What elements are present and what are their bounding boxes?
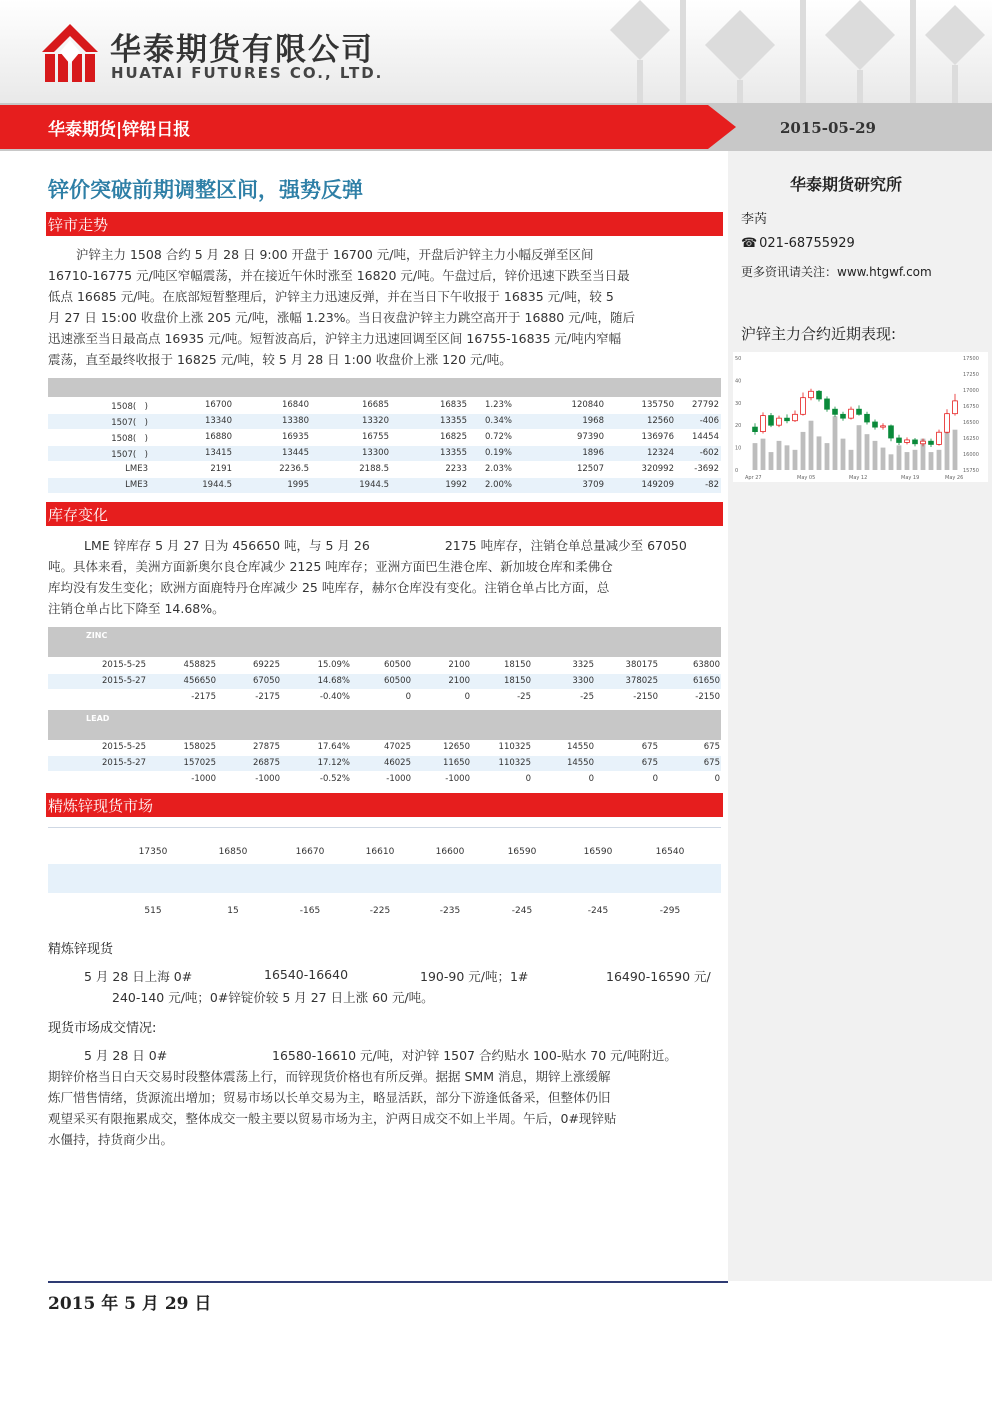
para-line: 迅速涨至当日最高点 16935 元/吨。短暂波高后，沪锌主力迅速回调至区间 16755-16835 元/吨内窄幅	[48, 331, 622, 346]
table-cell: 456650	[183, 676, 216, 686]
table-cell: 1944.5	[202, 480, 232, 490]
table-cell: 2191	[210, 464, 232, 474]
table-cell: 378025	[625, 676, 658, 686]
volume-bar	[785, 445, 790, 470]
table-cell: 0.34%	[484, 416, 512, 426]
table-cell: 14550	[566, 758, 594, 768]
table-cell: 1508( )	[111, 434, 148, 444]
table-cell: 1944.5	[359, 480, 389, 490]
report-title: 华泰期货|锌铅日报	[48, 120, 191, 140]
deals-line1-a: 5 月 28 日 0#	[84, 1048, 168, 1063]
table-cell: -2150	[633, 692, 658, 702]
table-cell: 1968	[582, 416, 604, 426]
spot-cell: 16600	[435, 847, 465, 857]
spot-cell: 16610	[365, 847, 395, 857]
table-cell: 157025	[183, 758, 216, 768]
candle-body	[945, 414, 950, 433]
volume-bar	[825, 443, 830, 470]
spot-cell: 16850	[218, 847, 248, 857]
para-line: 16710-16775 元/吨区窄幅震荡，并在接近午休时涨至 16820 元/吨。午盘过后，锌价迅速下跌至当日最	[48, 268, 630, 283]
volume-bar	[905, 452, 910, 470]
main-title: 锌价突破前期调整区间，强势反弹	[48, 178, 363, 202]
table-cell: 12560	[646, 416, 674, 426]
candle-body	[937, 432, 942, 444]
table-cell: 0	[588, 774, 594, 784]
refined-line2: 240-140 元/吨；0#锌锭价较 5 月 27 日上涨 60 元/吨。	[112, 990, 434, 1005]
table-cell: 47025	[383, 742, 411, 752]
volume-bar	[865, 434, 870, 470]
table-row	[48, 462, 721, 477]
spot-cell: -245	[511, 906, 533, 916]
table-row	[48, 446, 721, 461]
table-cell: 27875	[252, 742, 280, 752]
candle-body	[753, 427, 758, 431]
para-line: 月 27 日 15:00 收盘价上涨 205 元/吨，涨幅 1.23%。当日夜盘沪锌主力跳空高开于 16880 元/吨，随后	[48, 310, 635, 325]
company-name-en: HUATAI FUTURES CO., LTD.	[111, 64, 384, 82]
candle-body	[769, 416, 774, 426]
candle-body	[841, 414, 846, 418]
candle-body	[873, 422, 878, 427]
candle-body	[929, 441, 934, 444]
table-cell: 2015-5-27	[102, 758, 146, 768]
section-title: 锌市走势	[48, 216, 109, 234]
section-title: 库存变化	[48, 506, 109, 524]
table-cell: -2150	[695, 692, 720, 702]
table-cell: 149209	[641, 480, 674, 490]
volume-bar	[833, 416, 838, 470]
volume-bar	[761, 439, 766, 470]
table-cell: 1507( )	[111, 450, 148, 460]
table-cell: 16840	[281, 400, 309, 410]
table-cell: 13320	[361, 416, 389, 426]
footer-date: 2015 年 5 月 29 日	[48, 1294, 212, 1314]
volume-bar	[857, 425, 862, 470]
candle-body	[801, 398, 806, 415]
table-cell: 17.64%	[317, 742, 350, 752]
author-name: 李芮	[741, 212, 768, 227]
left-axis-tick-label: 20	[735, 423, 742, 430]
table-cell: 14550	[566, 742, 594, 752]
table-cell: 13415	[204, 448, 232, 458]
volume-bar	[873, 441, 878, 470]
refined-line1-d: 16490-16590 元/	[606, 969, 711, 984]
zinc-trend-paragraph	[48, 244, 722, 370]
company-name-cn: 华泰期货有限公司	[110, 32, 374, 68]
table-cell: 15.09%	[317, 660, 350, 670]
spot-cell: 15	[227, 906, 239, 916]
table-cell: 0	[525, 774, 531, 784]
table-cell: 1.23%	[484, 400, 512, 410]
left-axis-tick-label: 40	[735, 378, 742, 385]
table-cell: 60500	[383, 660, 411, 670]
lead-inventory-header	[48, 710, 721, 740]
table-cell: 97390	[576, 432, 604, 442]
table-cell: 12650	[442, 742, 470, 752]
table-cell: 67050	[252, 676, 280, 686]
table-cell: 13355	[439, 448, 467, 458]
volume-bar	[913, 450, 918, 470]
table-cell: 16880	[204, 432, 232, 442]
left-axis-tick-label: 0	[735, 468, 739, 474]
candle-body	[881, 426, 886, 427]
right-axis-tick-label: 17250	[963, 372, 979, 378]
table-cell: 1896	[582, 448, 604, 458]
candle-body	[905, 440, 910, 443]
table-cell: 0.19%	[484, 448, 512, 458]
section-bar-inventory	[46, 502, 723, 526]
footer-divider	[48, 1281, 728, 1283]
left-axis-tick-label: 50	[735, 356, 742, 362]
zinc-inventory-header	[48, 627, 721, 657]
chart-title: 沪锌主力合约近期表现:	[741, 325, 897, 343]
table-cell: 120840	[571, 400, 604, 410]
table-cell: 16935	[281, 432, 309, 442]
candle-body	[889, 426, 894, 438]
candle-body	[793, 414, 798, 420]
table-cell: 69225	[252, 660, 280, 670]
table-row	[48, 414, 721, 429]
table-cell: -1000	[191, 774, 216, 784]
table-row	[48, 478, 721, 493]
table-cell: 2188.5	[359, 464, 389, 474]
table-cell: -1000	[445, 774, 470, 784]
volume-bar	[769, 452, 774, 470]
spot-cell: 16670	[295, 847, 325, 857]
x-axis-tick-label: May 26	[945, 475, 964, 481]
para-line: 观望采买有限拖累成交，整体成交一般主要以贸易市场为主，沪两日成交不如上半周。午后，0#现锌贴	[48, 1111, 617, 1126]
table-cell: 1995	[287, 480, 309, 490]
volume-bar	[953, 430, 958, 470]
table-row	[48, 430, 721, 445]
spot-cell: 17350	[138, 847, 168, 857]
volume-bar	[801, 432, 806, 470]
para-line: 沪锌主力 1508 合约 5 月 28 日 9:00 开盘于 16700 元/吨，开盘后沪锌主力小幅反弹至区间	[76, 247, 594, 262]
table-cell: 3709	[582, 480, 604, 490]
x-axis-tick-label: May 19	[901, 475, 920, 481]
table-cell: 675	[641, 742, 658, 752]
table-row	[48, 756, 721, 771]
website-link[interactable]: 更多资讯请关注：www.htgwf.com	[741, 265, 932, 279]
candlestick-chart	[733, 352, 988, 482]
table-cell: -3692	[694, 464, 719, 474]
table-cell: -2175	[255, 692, 280, 702]
right-axis-tick-label: 16000	[963, 452, 979, 458]
table-cell: 18150	[503, 676, 531, 686]
sidebar	[728, 151, 992, 1281]
spot-cell: -295	[659, 906, 681, 916]
x-axis-tick-label: May 05	[797, 475, 816, 481]
volume-bar	[937, 450, 942, 470]
table-cell: 14.68%	[317, 676, 350, 686]
right-axis-tick-label: 16250	[963, 436, 979, 442]
table-row	[48, 690, 721, 705]
para-line: 吨。具体来看，美洲方面新奥尔良仓库减少 2125 吨库存；亚洲方面巴生港仓库、新加坡仓库和柔佛仓	[48, 559, 613, 574]
table-cell: -406	[699, 416, 719, 426]
table-cell: 11650	[442, 758, 470, 768]
candle-body	[921, 441, 926, 444]
right-axis-tick-label: 17500	[963, 356, 979, 362]
candle-body	[953, 401, 958, 414]
spot-cell: 16590	[507, 847, 537, 857]
table-cell: 2100	[448, 660, 470, 670]
table-cell: 26875	[252, 758, 280, 768]
table-cell: 0	[464, 692, 470, 702]
section-bar-zinc-trend	[46, 212, 723, 236]
right-axis-tick-label: 17000	[963, 388, 979, 394]
table-cell: 158025	[183, 742, 216, 752]
table-cell: 13300	[361, 448, 389, 458]
candle-body	[849, 409, 854, 418]
table-cell: 17.12%	[317, 758, 350, 768]
table-cell: 675	[703, 742, 720, 752]
volume-bar	[889, 454, 894, 470]
table-cell: 16835	[439, 400, 467, 410]
table-cell: -0.52%	[319, 774, 350, 784]
x-axis-tick-label: May 12	[849, 475, 868, 481]
volume-bar	[809, 421, 814, 470]
right-axis-tick-label: 16750	[963, 404, 979, 410]
table-cell: 0	[405, 692, 411, 702]
table-cell: -0.40%	[319, 692, 350, 702]
left-axis-tick-label: 10	[735, 445, 742, 452]
spot-cell: -225	[369, 906, 391, 916]
spot-cell: 16590	[583, 847, 613, 857]
table-cell: 12324	[646, 448, 674, 458]
lead-label: LEAD	[86, 714, 110, 723]
page-header	[0, 0, 992, 103]
refined-line1-c: 190-90 元/吨；1#	[420, 969, 529, 984]
candle-body	[809, 391, 814, 397]
table-cell: 46025	[383, 758, 411, 768]
table-cell: 1508( )	[111, 402, 148, 412]
volume-bar	[897, 445, 902, 470]
table-cell: -1000	[386, 774, 411, 784]
candle-body	[857, 409, 862, 414]
para-line: LME 锌库存 5 月 27 日为 456650 吨，与 5 月 26 2175 吨库存，注销仓单总量减少至 67050	[84, 538, 687, 553]
deals-heading: 现货市场成交情况:	[48, 1021, 157, 1036]
table-row	[48, 772, 721, 787]
refined-line1-a: 5 月 28 日上海 0#	[84, 969, 193, 984]
table-cell: 110325	[498, 742, 531, 752]
deals-line1-b: 16580-16610 元/吨，对沪锌 1507 合约贴水 100-贴水 70 元/吨附近。	[272, 1048, 677, 1063]
inventory-paragraph	[48, 535, 722, 619]
table-cell: 13380	[281, 416, 309, 426]
table-cell: LME3	[125, 480, 148, 490]
phone-number: 021-68755929	[759, 236, 855, 251]
table-cell: 0	[652, 774, 658, 784]
table-cell: 16755	[361, 432, 389, 442]
table-cell: -2175	[191, 692, 216, 702]
table-row	[48, 740, 721, 755]
table-row	[48, 658, 721, 673]
deals-paragraph	[48, 1066, 722, 1150]
para-line: 震荡，直至最终收报于 16825 元/吨，较 5 月 28 日 1:00 收盘价上涨 120 元/吨。	[48, 352, 512, 367]
table-cell: 16685	[361, 400, 389, 410]
table-cell: 18150	[503, 660, 531, 670]
volume-bar	[753, 443, 758, 470]
refined-line1-b: 16540-16640	[264, 967, 349, 982]
table-cell: 2.03%	[484, 464, 512, 474]
table-cell: 458825	[183, 660, 216, 670]
company-logo-icon	[42, 24, 98, 84]
institute-name: 华泰期货研究所	[790, 175, 903, 194]
table-cell: 380175	[625, 660, 658, 670]
phone-icon: ☎	[741, 236, 758, 251]
spot-cell: -235	[439, 906, 461, 916]
candle-body	[897, 438, 902, 442]
table-cell: 2233	[445, 464, 467, 474]
table-cell: 2236.5	[279, 464, 309, 474]
x-axis-tick-label: Apr 27	[745, 475, 762, 481]
table-cell: 13355	[439, 416, 467, 426]
para-line: 水僵持，持货商少出。	[48, 1132, 174, 1147]
table-cell: 110325	[498, 758, 531, 768]
table-cell: 0.72%	[484, 432, 512, 442]
spot-cell: 16540	[655, 847, 685, 857]
table-cell: LME3	[125, 464, 148, 474]
candle-body	[913, 440, 918, 444]
phone-row	[741, 236, 855, 251]
candle-body	[833, 409, 838, 414]
right-axis-tick-label: 16500	[963, 420, 979, 426]
spot-cell: 515	[144, 906, 162, 916]
spot-table-header	[48, 827, 721, 864]
table-cell: 2100	[448, 676, 470, 686]
table-cell: 13445	[281, 448, 309, 458]
table-cell: 2015-5-25	[102, 742, 146, 752]
spot-cell: -165	[299, 906, 321, 916]
candle-body	[825, 399, 830, 409]
report-date: 2015-05-29	[780, 119, 876, 137]
section-bar-spot-market	[46, 793, 723, 817]
table-cell: -25	[580, 692, 594, 702]
volume-bar	[841, 439, 846, 470]
header-decoration	[560, 0, 992, 103]
table-cell: 3300	[572, 676, 594, 686]
para-line: 库均没有发生变化；欧洲方面鹿特丹仓库减少 25 吨库存，赫尔仓库没有变化。注销仓单占比方面，总	[48, 580, 610, 595]
volume-bar	[793, 450, 798, 470]
para-line: 期锌价格当日白天交易时段整体震荡上行，而锌现货价格也有所反弹。据据 SMM 消息，期锌上涨缓解	[48, 1069, 611, 1084]
table-cell: 13340	[204, 416, 232, 426]
table-cell: 0	[714, 774, 720, 784]
table-cell: 16825	[439, 432, 467, 442]
table-cell: 63800	[692, 660, 720, 670]
table-row	[48, 674, 721, 689]
table-cell: 2.00%	[484, 480, 512, 490]
right-axis-tick-label: 15750	[963, 468, 979, 474]
volume-bar	[817, 436, 822, 470]
section-title: 精炼锌现货市场	[48, 797, 154, 815]
candle-body	[865, 414, 870, 422]
table-cell: 320992	[641, 464, 674, 474]
spot-table-band	[48, 864, 721, 893]
volume-bar	[881, 448, 886, 470]
table-cell: 27792	[691, 400, 719, 410]
table-row	[48, 398, 721, 413]
table-cell: 135750	[641, 400, 674, 410]
table-cell: 675	[703, 758, 720, 768]
table-cell: 675	[641, 758, 658, 768]
refined-heading: 精炼锌现货	[48, 942, 114, 957]
candle-body	[785, 418, 790, 421]
candle-body	[761, 416, 766, 432]
left-axis-tick-label: 30	[735, 400, 742, 407]
table-cell: 60500	[383, 676, 411, 686]
table-cell: 61650	[692, 676, 720, 686]
candle-body	[777, 418, 782, 425]
table-cell: -602	[699, 448, 719, 458]
table-cell: -25	[517, 692, 531, 702]
table-cell: 3325	[572, 660, 594, 670]
volume-bar	[777, 441, 782, 470]
table-cell: 16700	[204, 400, 232, 410]
zinc-label: ZINC	[86, 631, 108, 640]
table-cell: 14454	[691, 432, 719, 442]
volume-bar	[849, 450, 854, 470]
table-cell: 1507( )	[111, 418, 148, 428]
para-line: 炼厂惜售情绪，货源流出增加；贸易市场以长单交易为主，略显活跃，部分下游逢低备采，但整体仍旧	[48, 1090, 611, 1105]
table-cell: -1000	[255, 774, 280, 784]
table-cell: 1992	[445, 480, 467, 490]
candle-body	[817, 391, 822, 399]
para-line: 注销仓单占比下降至 14.68%。	[48, 601, 225, 616]
table-cell: 2015-5-27	[102, 676, 146, 686]
table-cell: 136976	[641, 432, 674, 442]
volume-bar	[929, 452, 934, 470]
para-line: 低点 16685 元/吨。在底部短暂整理后，沪锌主力迅速反弹，并在当日下午收报于 16835 元/吨，较 5	[48, 289, 614, 304]
table-cell: 2015-5-25	[102, 660, 146, 670]
table-cell: -82	[705, 480, 719, 490]
price-table-header	[48, 378, 721, 397]
table-cell: 12507	[576, 464, 604, 474]
spot-cell: -245	[587, 906, 609, 916]
